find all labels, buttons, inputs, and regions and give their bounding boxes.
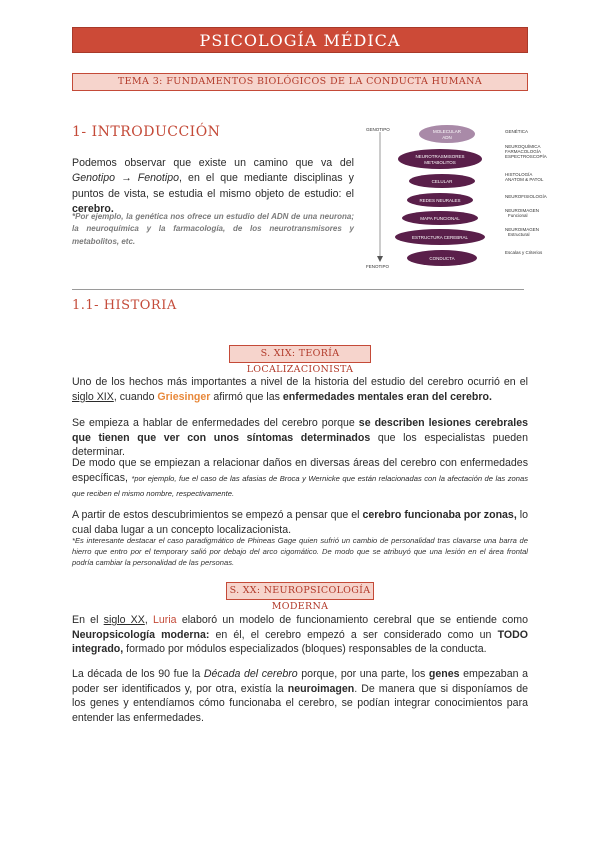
svg-text:NEUROIMAGEN: NEUROIMAGEN [505, 227, 540, 232]
intro-heading: 1- INTRODUCCIÓN [72, 124, 221, 140]
svg-text:REDES NEURALES: REDES NEURALES [419, 198, 461, 203]
svg-text:METABOLITOS: METABOLITOS [424, 160, 456, 165]
svg-text:NEUROIMAGEN: NEUROIMAGEN [505, 208, 540, 213]
intro-note: *Por ejemplo, la genética nos ofrece un estudio del ADN de una neurona; la neuroquímica y la farmacología, de los neurotransmisores y metabolitos, etc. [72, 212, 354, 246]
level-molecular [419, 125, 475, 143]
svg-text:CELULAR: CELULAR [431, 179, 453, 184]
genotype-phenotype-diagram [362, 122, 562, 272]
svg-text:FARMACOLOGÍA: FARMACOLOGÍA [505, 149, 542, 154]
paragraph-zonas: A partir de estos descubrimientos se empezó a pensar que el cerebro funcionaba por zonas, lo cual daba lugar a un concepto localizacionista. [72, 509, 528, 536]
svg-text:MOLECULAR: MOLECULAR [432, 129, 462, 134]
svg-text:MAPA FUNCIONAL: MAPA FUNCIONAL [420, 216, 460, 221]
svg-text:ANATOM & PATOL: ANATOM & PATOL [505, 177, 544, 182]
page-title: PSICOLOGÍA MÉDICA [72, 27, 528, 53]
historia-heading: 1.1- HISTORIA [72, 298, 177, 313]
paragraph-danos: De modo que se empiezan a relacionar daños en diversas áreas del cerebro con enfermedades específicas, *por ejemplo, fue el caso de las afasias de Broca y Wernicke que están relacionadas con la afectación de las zonas que reciben el mismo nombre, respectivamente. [72, 457, 528, 498]
topic-subtitle: TEMA 3: FUNDAMENTOS BIOLÓGICOS DE LA CONDUCTA HUMANA [72, 73, 528, 91]
paragraph-luria: En el siglo XX, Luria elaboró un modelo de funcionamiento cerebral que se entiende como Neuropsicología moderna: en él, el cerebro empezó a ser considerado como un TODO integrado, formado por módulos especializados (bloques) responsables de la conducta. [72, 614, 529, 655]
svg-text:Funcional: Funcional [508, 213, 528, 218]
svg-text:GENÉTICA: GENÉTICA [505, 129, 529, 134]
svg-text:HISTOLOGÍA: HISTOLOGÍA [505, 172, 533, 177]
svg-text:NEUROQUÍMICA: NEUROQUÍMICA [505, 144, 541, 149]
intro-paragraph: Podemos observar que existe un camino que va del Genotipo → Fenotipo, en el que mediante disciplinas y puntos de vista, se estudia el mismo objeto de estudio: el cerebro. [72, 157, 354, 215]
paragraph-decada-cerebro: La década de los 90 fue la Década del cerebro porque, por una parte, los genes empezaban a poder ser identificados y, por otra, existía la neuroimagen. De manera que si disponíamos de los genes y entendíamos cómo funcionaba el cerebro, se podían integrar conocimientos para entender las enfermedades. [72, 668, 528, 724]
section-divider [72, 289, 524, 290]
level-neurotransmisores [398, 149, 482, 169]
phineas-gage-note: *Es interesante destacar el caso paradigmático de Phineas Gage quien sufrió un cambio de personalidad tras clavarse una barra de hierro que entro por el temporary salió por debajo del arco cigomático. De modo que se atribuyó que una lesión en el área frontal podría cambiar la personalidad de las personas. [72, 536, 528, 568]
paragraph-griesinger: Uno de los hechos más importantes a nivel de la historia del estudio del cerebro ocurrió en el siglo XIX, cuando Griesinger afirmó que las enfermedades mentales eran del cerebro. [72, 376, 528, 403]
svg-text:ADN: ADN [442, 135, 452, 140]
svg-text:NEUROFISIOLOGÍA: NEUROFISIOLOGÍA [505, 194, 547, 199]
svg-text:Escalas y Criterios: Escalas y Criterios [505, 250, 543, 255]
svg-text:NEUROTRASMISORES: NEUROTRASMISORES [415, 154, 465, 159]
svg-text:CONDUCTA: CONDUCTA [429, 256, 455, 261]
section-xx-title: S. XX: NEUROPSICOLOGÍA MODERNA [226, 582, 374, 600]
diagram-genotipo-label: GENOTIPO [366, 127, 390, 132]
svg-text:ESTRUCTURA CEREBRAL: ESTRUCTURA CEREBRAL [411, 235, 469, 240]
section-xix-title: S. XIX: TEORÍA LOCALIZACIONISTA [229, 345, 371, 363]
svg-text:ESPECTROSCOPÍA: ESPECTROSCOPÍA [505, 154, 547, 159]
paragraph-lesiones: Se empieza a hablar de enfermedades del cerebro porque se describen lesiones cerebrales que tienen que ver con unos síntomas determinados que los especialistas pueden determinar. [72, 417, 528, 458]
diagram-fenotipo-label: FENOTIPO [366, 264, 390, 269]
svg-text:Estructural: Estructural [508, 232, 530, 237]
